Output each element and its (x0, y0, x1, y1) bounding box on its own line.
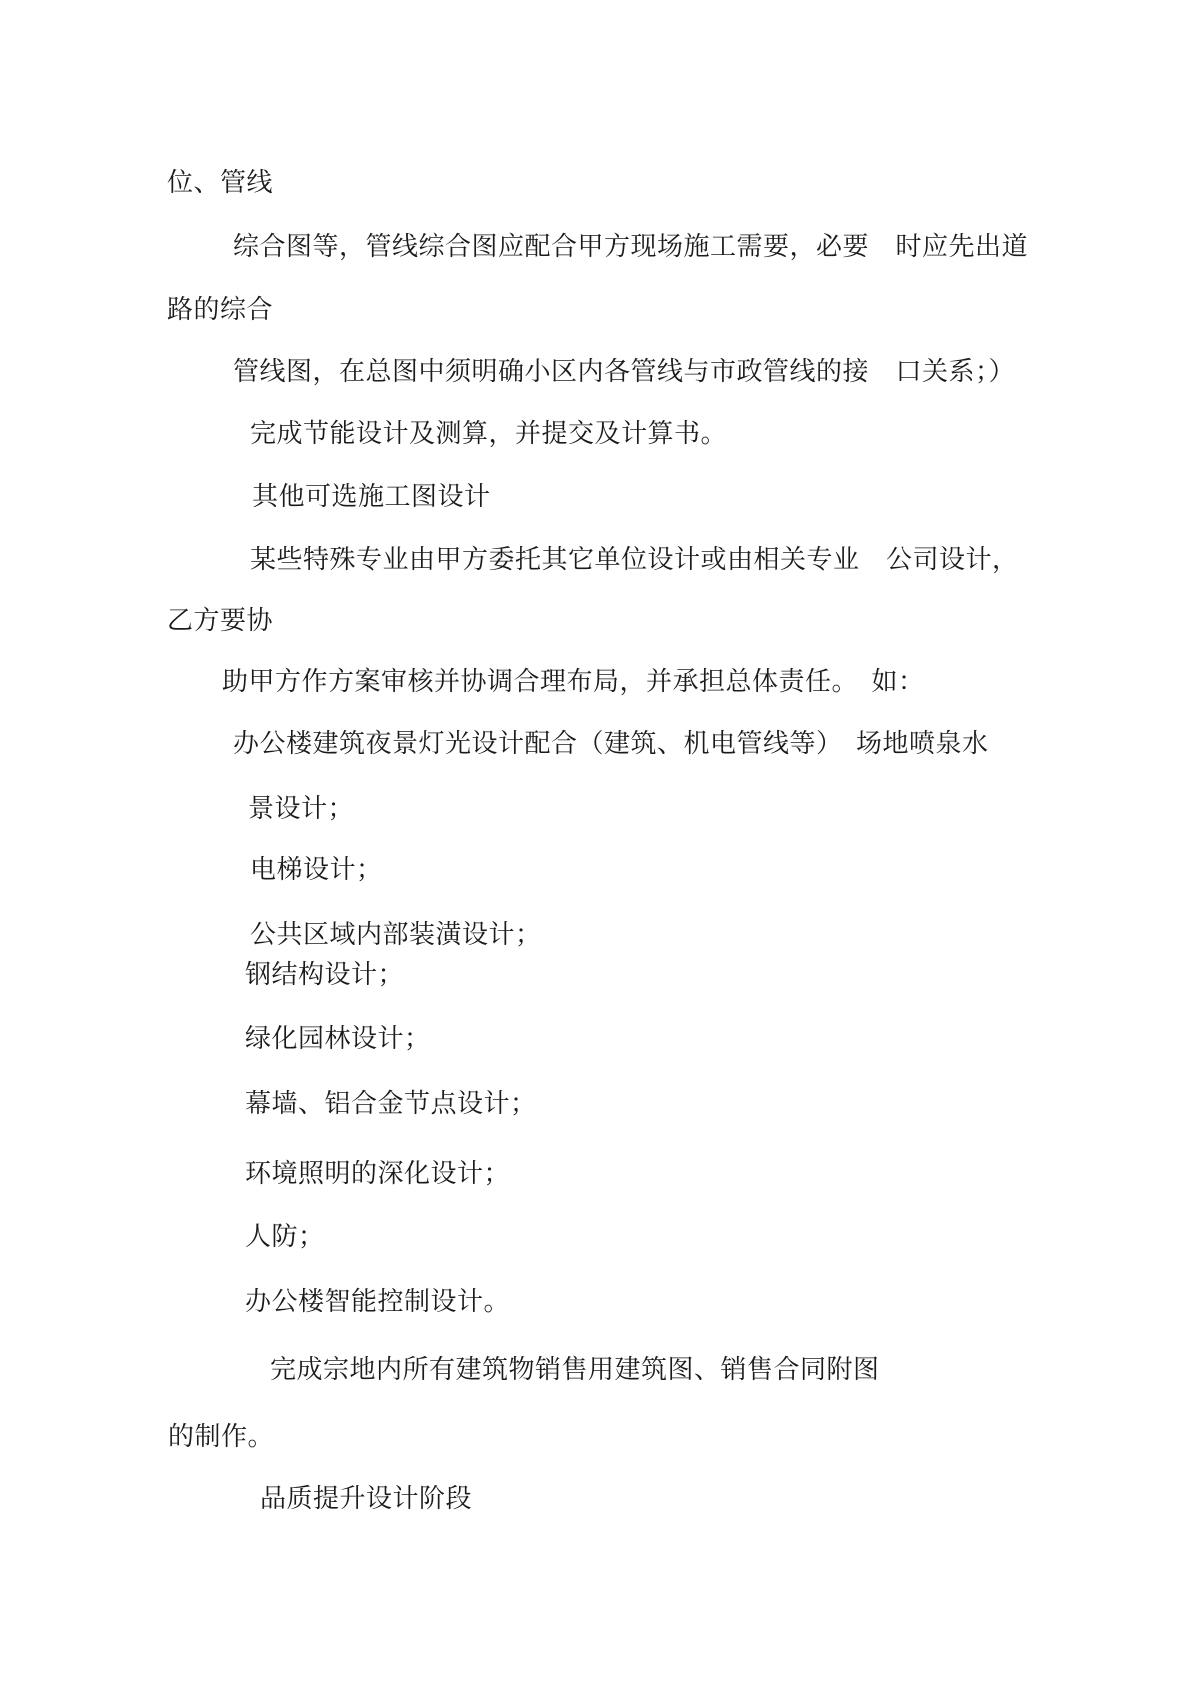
text-line: 景设计； (248, 793, 355, 823)
text-line: 综合图等，管线综合图应配合甲方现场施工需要，必要 时应先出道 (233, 231, 1029, 261)
text-line: 办公楼智能控制设计。 (245, 1286, 511, 1316)
text-line: 公共区域内部装潢设计； (250, 919, 542, 949)
text-line: 办公楼建筑夜景灯光设计配合（建筑、机电管线等） 场地喷泉水 (233, 728, 989, 758)
text-line: 助甲方作方案审核并协调合理布局，并承担总体责任。 如： (222, 666, 925, 696)
text-line: 钢结构设计； (245, 959, 405, 989)
text-line: 其他可选施工图设计 (252, 481, 491, 511)
text-line: 完成宗地内所有建筑物销售用建筑图、销售合同附图 (270, 1354, 880, 1384)
text-line: 某些特殊专业由甲方委托其它单位设计或由相关专业 公司设计， (250, 544, 1019, 574)
text-line: 人防； (245, 1221, 325, 1251)
text-line: 路的综合 (167, 294, 274, 324)
text-line: 位、管线 (167, 167, 274, 197)
text-line: 乙方要协 (167, 605, 274, 635)
text-line: 环境照明的深化设计； (245, 1158, 511, 1188)
text-line: 管线图，在总图中须明确小区内各管线与市政管线的接 口关系；） (233, 356, 1016, 386)
text-line: 幕墙、铝合金节点设计； (245, 1088, 537, 1118)
text-line: 的制作。 (168, 1421, 275, 1451)
text-line: 绿化园林设计； (245, 1023, 431, 1053)
text-line: 完成节能设计及测算，并提交及计算书。 (250, 418, 728, 448)
text-line: 品质提升设计阶段 (260, 1483, 473, 1513)
text-line: 电梯设计； (250, 854, 383, 884)
